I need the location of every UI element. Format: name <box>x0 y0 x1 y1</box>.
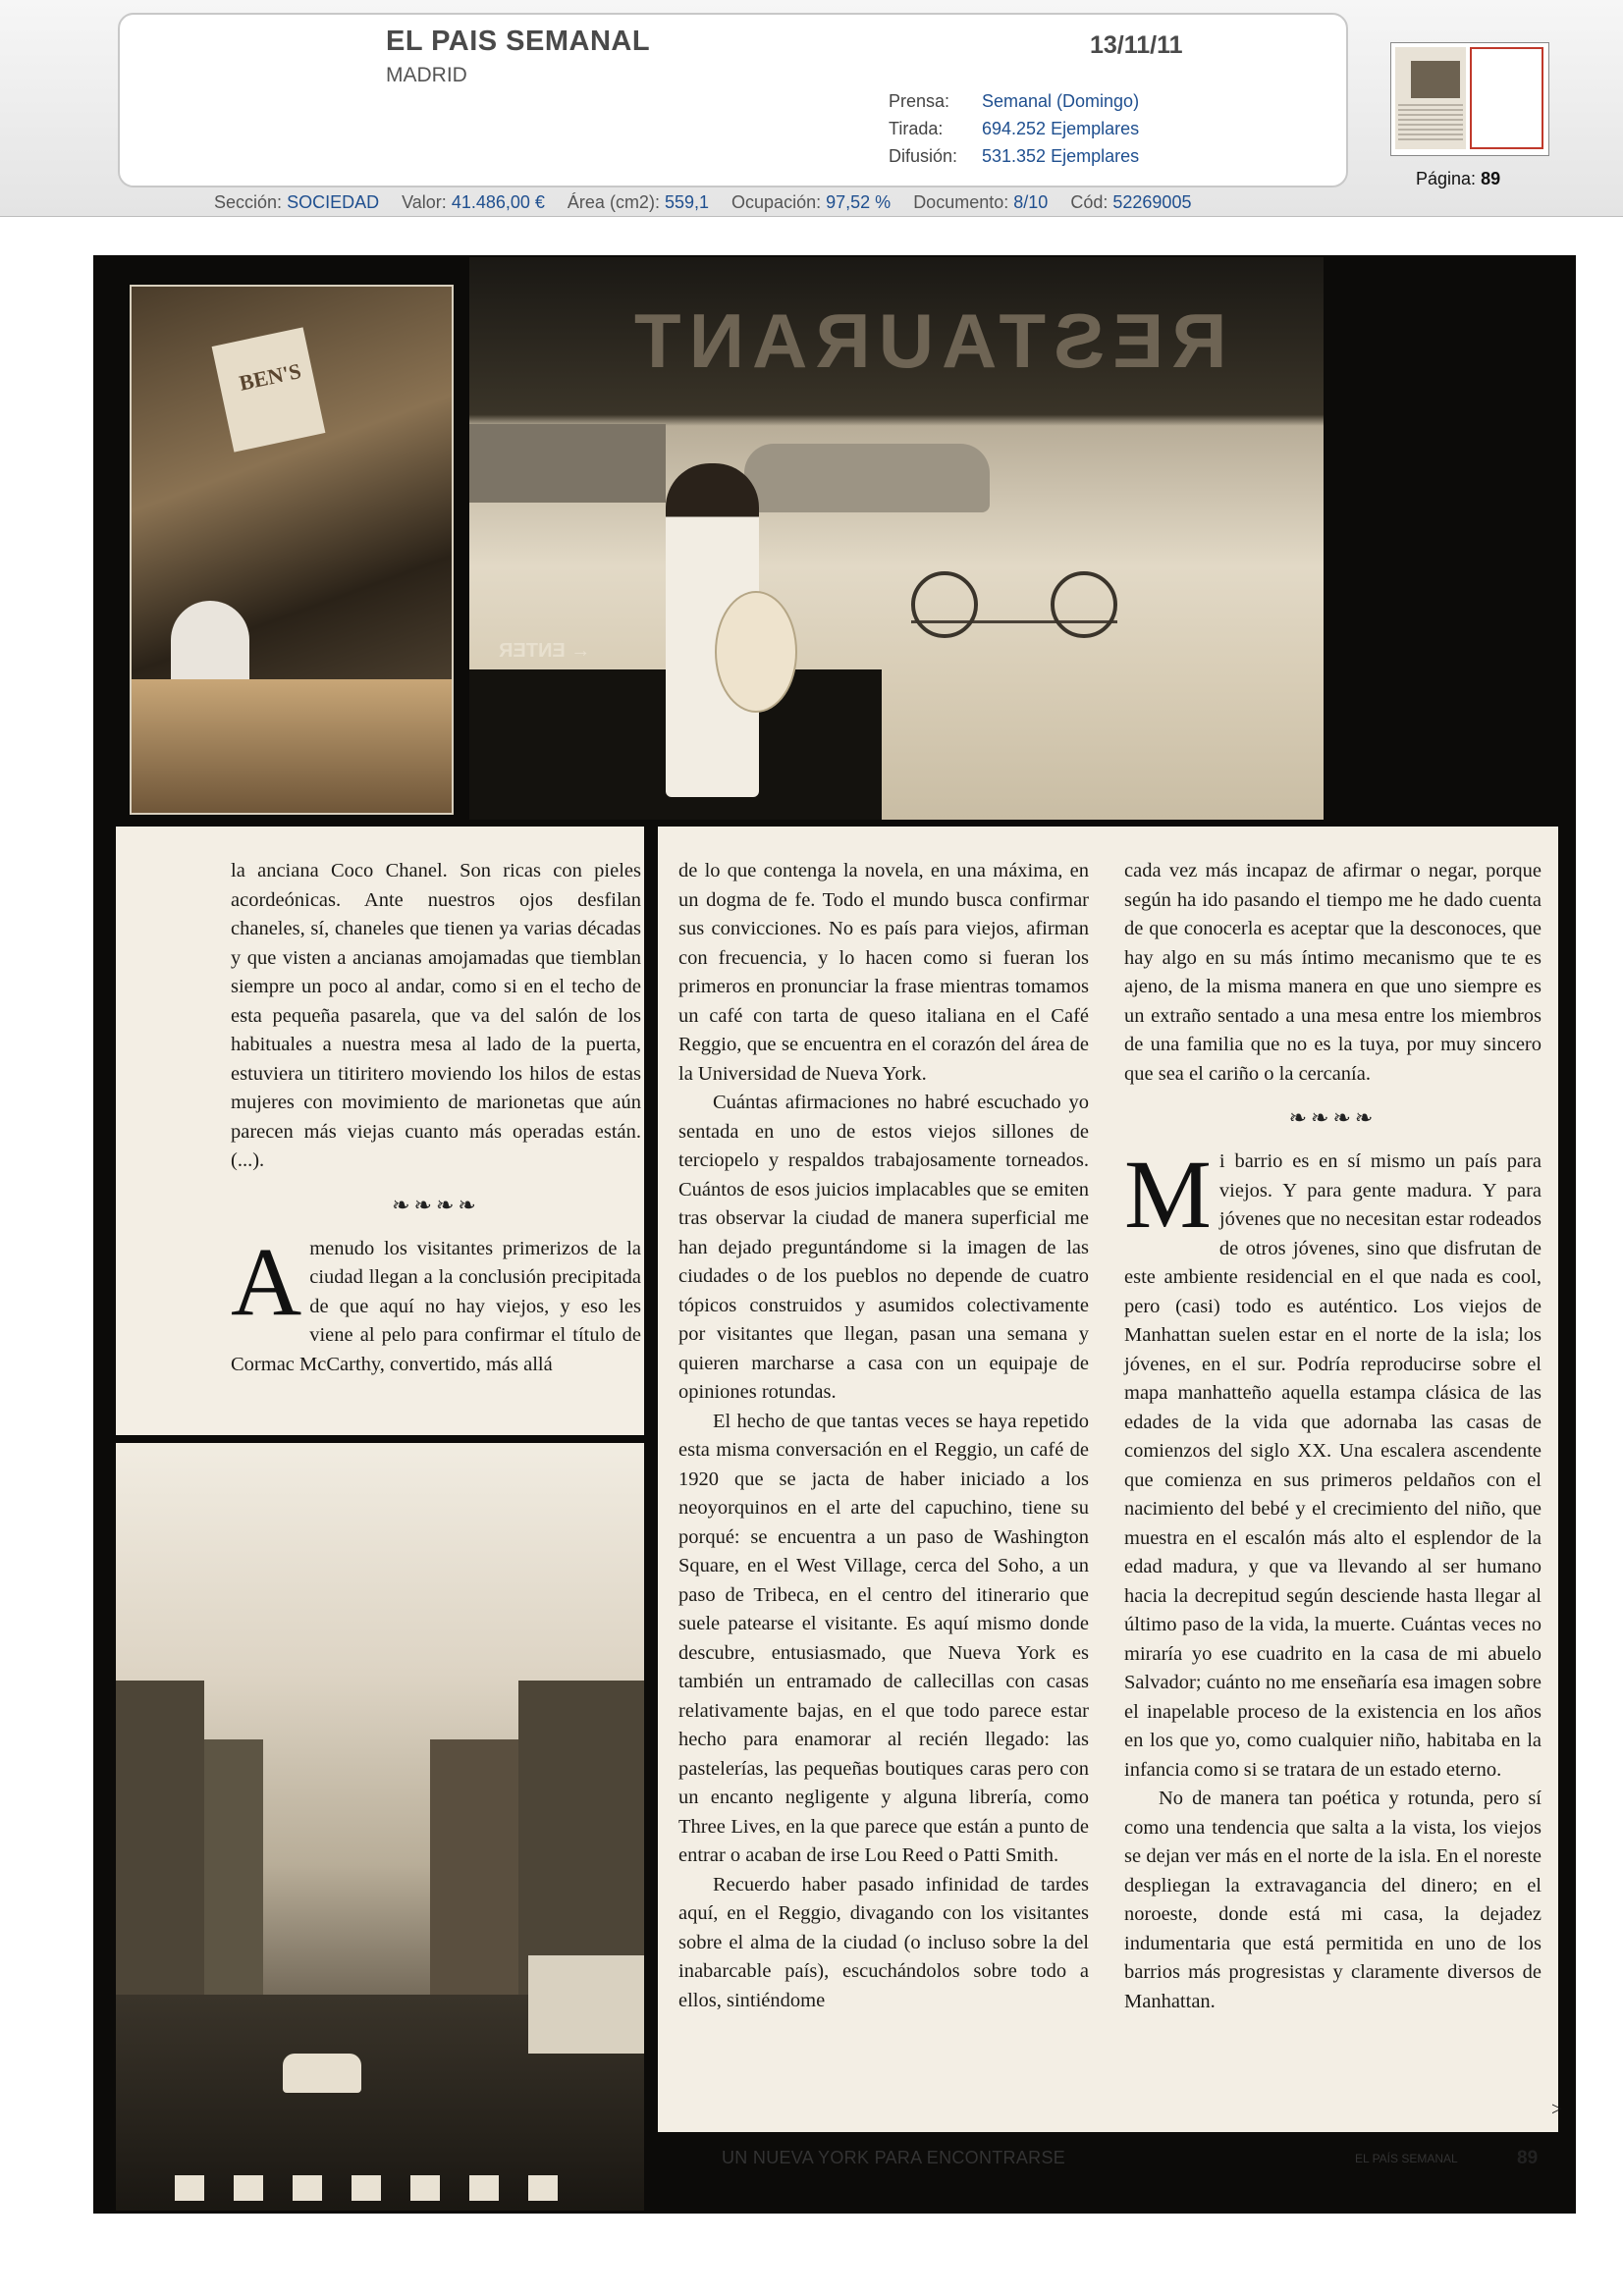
publication-name: EL PAIS SEMANAL <box>386 26 651 57</box>
difusion-label: Difusión: <box>889 146 958 166</box>
crosswalk <box>175 2175 587 2201</box>
area-label: Área (cm2): <box>567 192 660 212</box>
drop-cap: M <box>1124 1140 1212 1249</box>
restaurant-window-photo <box>469 257 1324 820</box>
article-column-1 <box>231 857 641 1379</box>
continue-arrow: > <box>1551 2099 1563 2120</box>
tirada-value: 694.252 Ejemplares <box>982 119 1140 138</box>
prensa-value: Semanal (Domingo) <box>982 91 1140 111</box>
building <box>116 1681 204 1995</box>
baker-figure <box>171 601 249 689</box>
bicycle <box>911 552 1117 623</box>
paragraph: de lo que contenga la novela, en una máxima, en un dogma de fe. Todo el mundo busca confirmar sus convicciones. No es país para viejos, afirman con frecuencia, y lo hacen como si fueran los primeros en pronunciar la frase mientras tomamos un café con tarta de queso italiana en el Café Reggio, que se encuentra en el corazón del área de la Universidad de Nueva York. <box>678 860 1089 1085</box>
bakery-sign: BEN'S <box>212 327 326 452</box>
article-footer-title: UN NUEVA YORK PARA ENCONTRARSE <box>722 2148 1066 2167</box>
building <box>430 1739 518 1995</box>
difusion-value: 531.352 Ejemplares <box>982 146 1140 166</box>
building <box>204 1739 263 1995</box>
article-column-2 <box>678 857 1089 2015</box>
seccion-value: SOCIEDAD <box>287 192 380 212</box>
pizza-counter <box>132 679 454 815</box>
drop-cap: A <box>231 1226 302 1336</box>
page-value: 89 <box>1481 169 1501 188</box>
bakery-photo <box>130 285 454 815</box>
valor-value: 41.486,00 € <box>451 192 545 212</box>
paragraph: Amenudo los visitantes primerizos de la ciudad llegan a la conclusión precipitada de que aquí no hay viejos, y eso les viene al pelo para confirmar el título de Cormac McCarthy, convertido, más allá <box>231 1226 641 1375</box>
publication-city: MADRID <box>386 64 467 86</box>
paragraph: Mi barrio es en sí mismo un país para viejos. Y para gente madura. Y para jóvenes que no necesitan estar rodeados de otros jóvenes, sino que disfrutan de este ambiente residencial en el que nada es cool, pero (casi) todo es auténtico. Los viejos de Manhattan suelen estar en el norte de la isla; los jóvenes, en el sur. Podría reproducirse sobre el mapa manhatteño aquella estampa clásica de las edades de la vida que adornaba las casas de comienzos del siglo XX. Una escalera ascendente que comienza en sus primeros peldaños con el nacimiento del bebé y el crecimiento del niño, que muestra en el escalón más alto el esplendor de la edad madura, y que va llevando al ser humano hacia la decrepitud según desciende hasta llegar al último paso de la vida, la muerte. Cuántas veces no miraría yo ese cuadrito en la casa de mi abuelo Salvador; cuánto no me enseñaría esa imagen sobre el inapelable proceso de la existencia en los años en los que yo, como cualquier niño, habitaba en la infancia como si se tratara de un estado eterno. <box>1124 1140 1542 1781</box>
paragraph: El hecho de que tantas veces se haya repetido esta misma conversación en el Reggio, un café de 1920 que se jacta de haber iniciado a los neoyorquinos en el arte del capuchino, tiene su porqué: se encuentra a un paso de Washington Square, en el West Village, cerca del Soho, a un paso de Tribeca, en el centro del itinerario que suele patearse el visitante. Es aquí mismo donde descubre, entusiasmado, que Nueva York es también un entramado de callecillas con casas relativamente bajas, en el que todo parece estar hecho para enamorar al recién llegado: las pastelerías, las pequeñas boutiques caras pero con un encanto negligente y alguna librería, como Three Lives, en la que parece que están a punto de entrar o acaban de irse Lou Reed o Patti Smith. <box>678 1410 1089 1866</box>
cod-label: Cód: <box>1070 192 1109 212</box>
enter-sign: ← ENTER <box>499 640 591 662</box>
paragraph: la anciana Coco Chanel. Son ricas con pieles acordeónicas. Ante nuestros ojos desfilan chaneles, sí, chaneles que tienen ya varias décadas y que visten a ancianas amojamadas que tiemblan siempre un poco al andar, como si en el techo de esta pequeña pasarela, que va del salón de los habituales a nuestra mesa al lado de la puerta, estuviera un titiritero moviendo los hilos de estas mujeres con movimiento de marionetas que aún parecen más viejas cuanto más operadas están. (...). <box>231 860 641 1171</box>
clipping-meta-line <box>214 192 1191 213</box>
publication-date: 13/11/11 <box>1090 31 1183 59</box>
area-value: 559,1 <box>664 192 710 212</box>
valor-label: Valor: <box>402 192 447 212</box>
car <box>744 444 990 512</box>
paragraph: cada vez más incapaz de afirmar o negar, porque según ha ido pasando el tiempo me he dado cuenta de que conocerla es aceptar que la desconoces, que hay algo en su más íntimo mecanismo que te es ajeno, de la misma manera en que uno siempre es un extraño sentado a una mesa entre los miembros de una familia que no es la tuya, por muy sincero que sea el cariño o la cercanía. <box>1124 860 1542 1085</box>
paragraph: Cuántas afirmaciones no habré escuchado yo sentada en uno de estos viejos sillones de terciopelo y respaldos trabajosamente torneados. Cuántos de esos juicios implacables que se emiten tras observar la ciudad de manera superficial me han dejado preguntándome si la imagen de las ciudades o de los pueblos no depende de cuatro tópicos construidos y asumidos colectivamente por visitantes que llegan, pasan una semana y quieren marcharse a casa con un equipaje de opiniones rotundas. <box>678 1092 1089 1403</box>
tirada-label: Tirada: <box>889 119 944 138</box>
page-thumbnail[interactable] <box>1390 42 1549 156</box>
article-footer-publication: EL PAÍS SEMANAL <box>1355 2152 1458 2165</box>
page-indicator <box>1416 169 1500 189</box>
paragraph: No de manera tan poética y rotunda, pero sí como una tendencia que salta a la vista, los viejos se dejan ver más en el norte de la isla. En el noreste despliegan la extravagancia del dinero; en el noroeste, donde está mi casa, la dejadez indumentaria que está permitida en uno de los barrios más progresistas y claramente diversos de Manhattan. <box>1124 1788 1542 2012</box>
section-ornament: ❧❧❧❧ <box>392 1192 480 1217</box>
seccion-label: Sección: <box>214 192 283 212</box>
documento-value: 8/10 <box>1013 192 1049 212</box>
page-label: Página: <box>1416 169 1477 188</box>
thumbnail-left-page <box>1395 47 1466 149</box>
street-photo <box>116 1443 644 2211</box>
cod-value: 52269005 <box>1112 192 1192 212</box>
building <box>518 1681 644 1995</box>
article-footer-page: 89 <box>1517 2148 1539 2168</box>
paragraph: Recuerdo haber pasado infinidad de tardes aquí, en el Reggio, divagando con los visitantes sobre el alma de la ciudad (o incluso sobre la del inabarcable país), escuchándolos sobre todo a ellos, sintiéndome <box>678 1873 1089 2011</box>
restaurant-sign-text: RESTAURANT <box>626 297 1227 384</box>
taxi <box>283 2054 361 2093</box>
truck <box>469 424 666 503</box>
documento-label: Documento: <box>913 192 1009 212</box>
ocupacion-value: 97,52 % <box>826 192 892 212</box>
article-column-3 <box>1124 857 1542 2016</box>
bus <box>528 1955 644 2054</box>
thumbnail-current-page <box>1470 47 1543 149</box>
section-ornament: ❧❧❧❧ <box>1288 1105 1378 1130</box>
ocupacion-label: Ocupación: <box>731 192 822 212</box>
prensa-label: Prensa: <box>889 91 950 111</box>
straw-hat <box>715 591 797 713</box>
